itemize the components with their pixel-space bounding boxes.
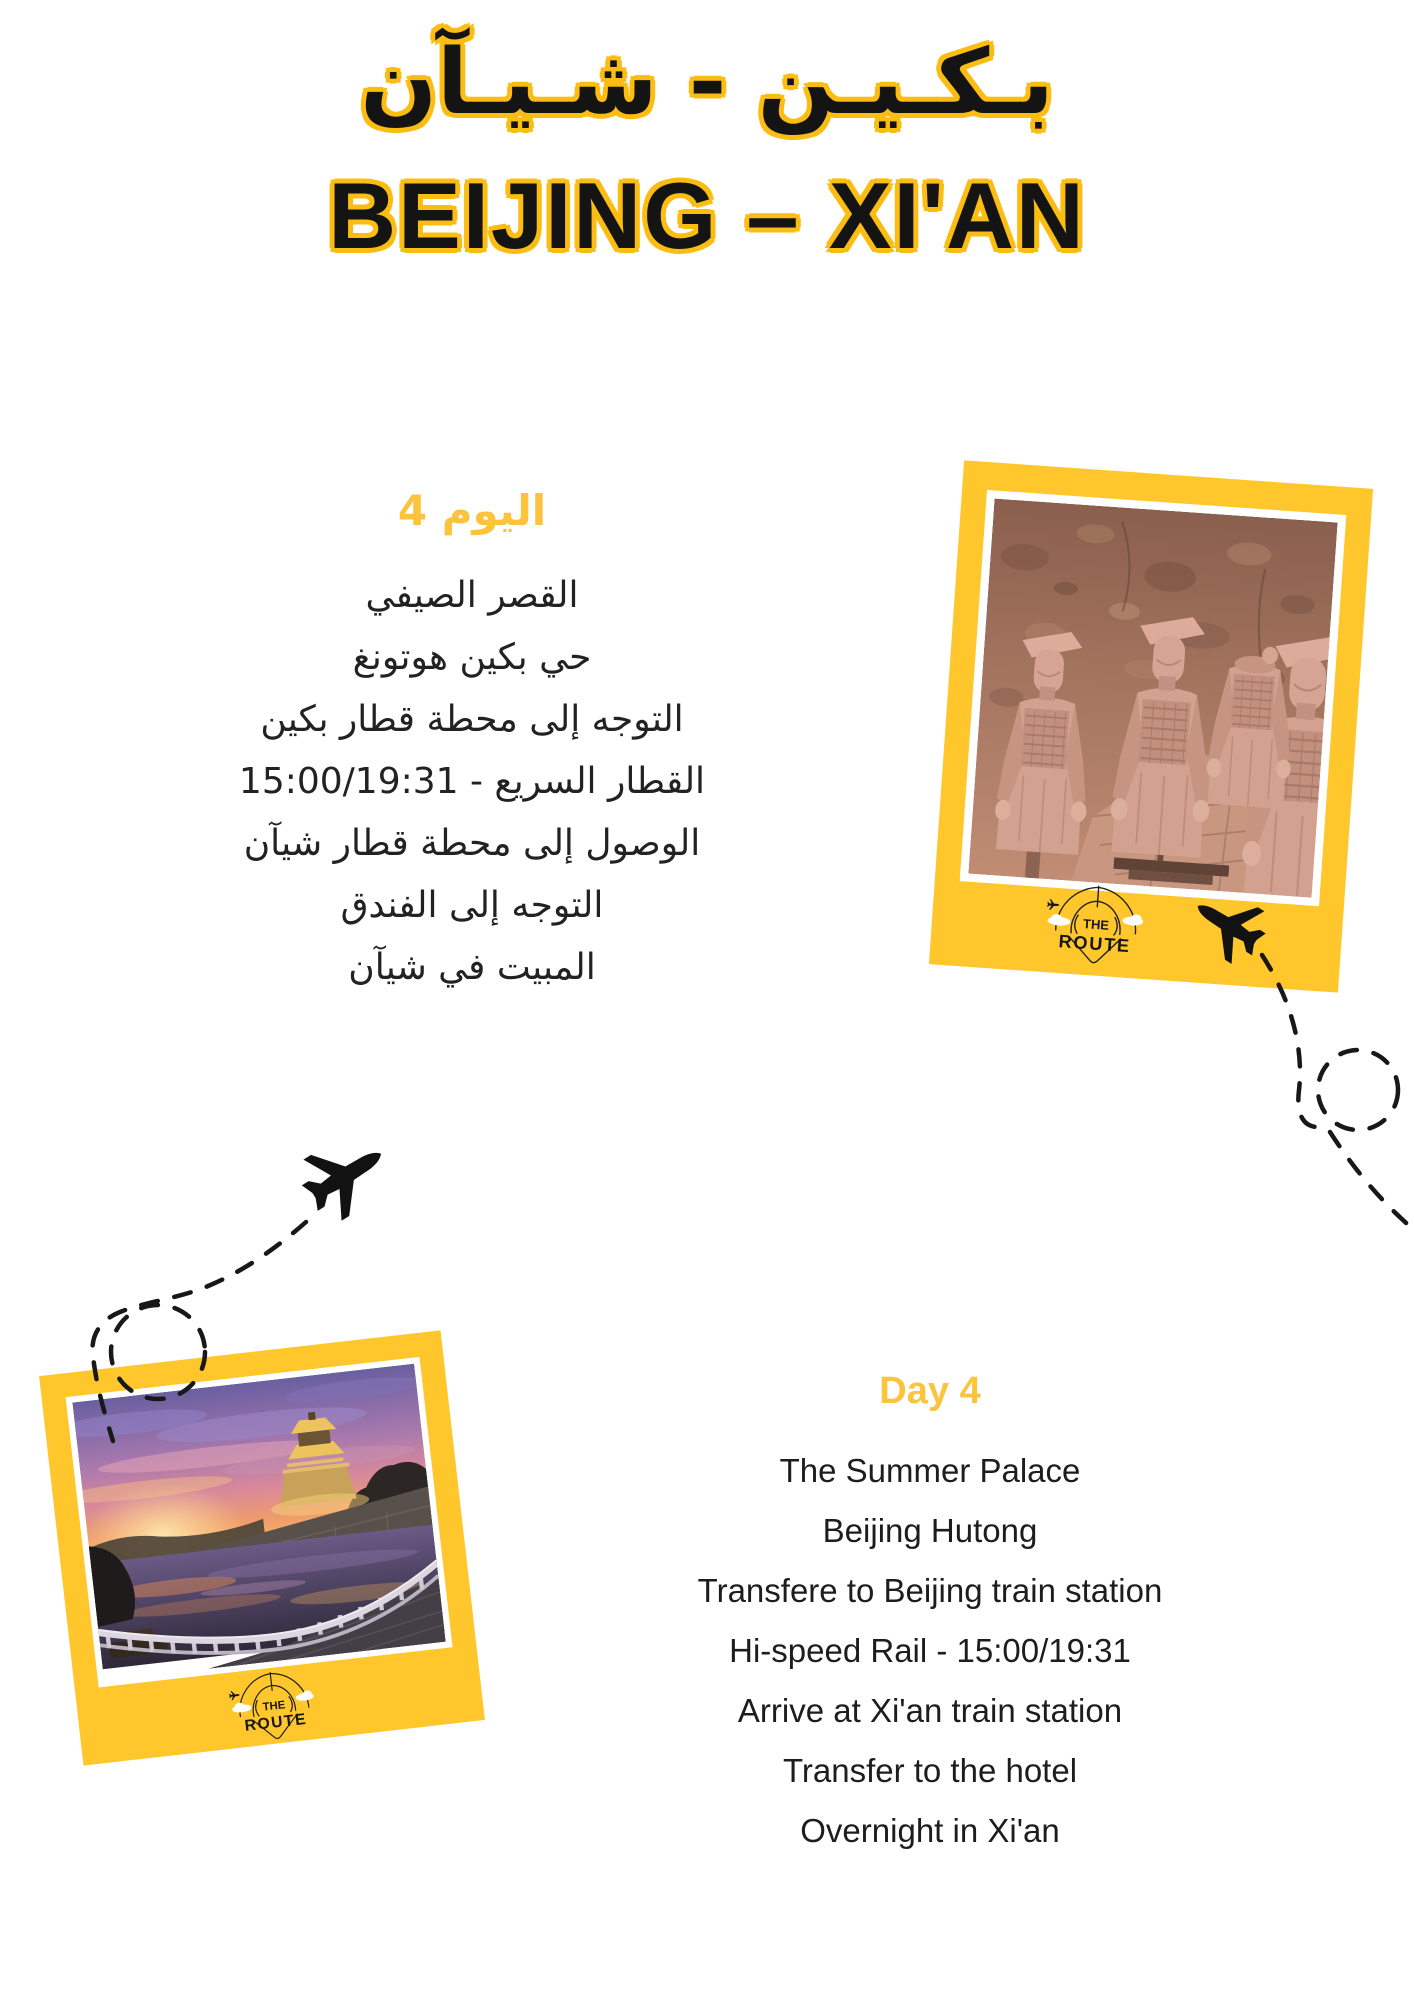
page-title-arabic: بـكـيـن - شـيـآن — [360, 30, 1054, 135]
list-item: القصر الصيفي — [365, 575, 579, 616]
xian-city-wall-photo — [66, 1357, 453, 1687]
airplane-icon — [229, 1690, 241, 1700]
list-item: Hi-speed Rail - 15:00/19:31 — [729, 1632, 1131, 1669]
list-item: الوصول إلى محطة قطار شيآن — [243, 823, 701, 864]
logo-the-text: THE — [262, 1699, 286, 1714]
the-route-logo — [1041, 879, 1151, 970]
list-item: Arrive at Xi'an train station — [737, 1692, 1123, 1729]
day-4-heading-english: Day 4 — [879, 1370, 981, 1412]
list-item: حي بكين هوتونغ — [352, 637, 592, 678]
terracotta-warriors-illustration — [968, 499, 1337, 898]
list-item: القطار السريع - 15:00/19:31 — [238, 761, 706, 802]
list-item: Transfere to Beijing train station — [697, 1572, 1163, 1609]
day-4-heading-arabic: اليوم 4 — [397, 486, 547, 535]
logo-the-text: THE — [1082, 916, 1110, 933]
polaroid-terracotta-warriors — [929, 460, 1373, 992]
logo-route-text: ROUTE — [1057, 931, 1132, 957]
day-4-block-english — [628, 1370, 1232, 1861]
polaroid-xian-city-wall — [39, 1330, 485, 1765]
list-item: Transfer to the hotel — [782, 1752, 1078, 1789]
page-title-english: BEIJING – XI'AN — [328, 163, 1086, 268]
list-item: التوجه إلى محطة قطار بكين — [260, 699, 684, 740]
xian-city-wall-illustration — [72, 1364, 445, 1681]
list-item: Beijing Hutong — [822, 1512, 1038, 1549]
airplane-icon — [273, 1109, 411, 1247]
airplane-icon — [1047, 899, 1060, 910]
list-item: The Summer Palace — [779, 1452, 1081, 1489]
the-route-logo — [222, 1664, 326, 1746]
list-item: المبيت في شيآن — [348, 947, 596, 988]
list-item: Overnight in Xi'an — [800, 1812, 1060, 1849]
logo-route-text: ROUTE — [243, 1710, 308, 1735]
day-4-block-arabic — [160, 486, 784, 999]
list-item: التوجه إلى الفندق — [340, 885, 604, 926]
terracotta-warriors-photo — [960, 490, 1346, 906]
